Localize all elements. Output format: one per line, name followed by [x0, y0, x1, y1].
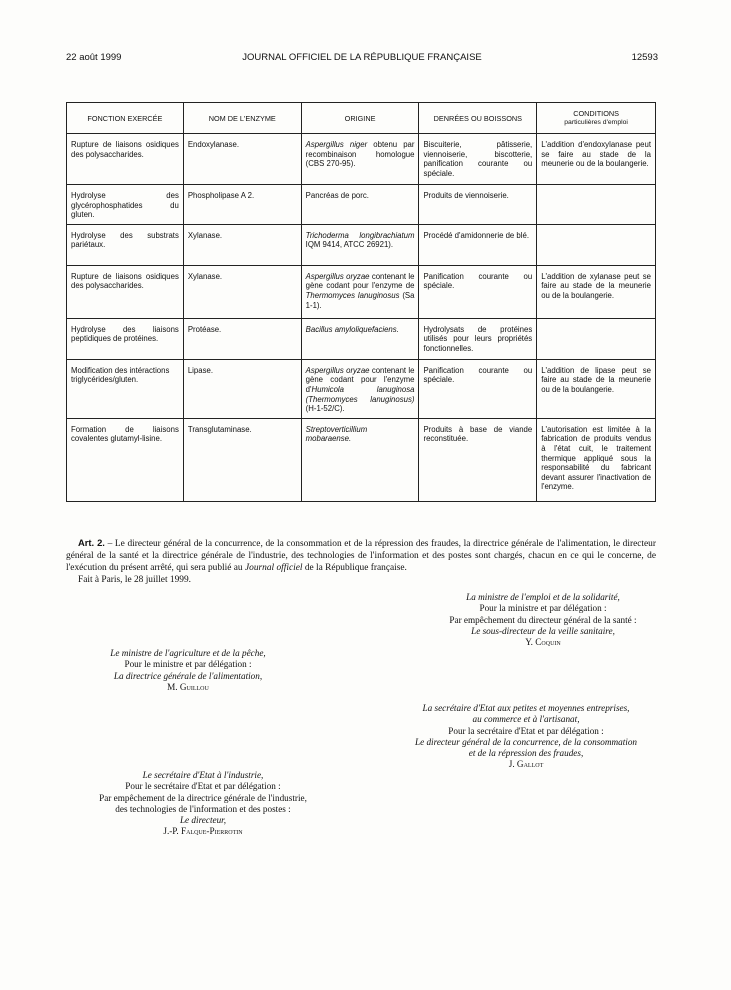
cell-fonction: Modification des intéractions triglycérides/gluten. — [67, 359, 184, 418]
sig-line: Pour le secrétaire d'Etat et par délégation : — [125, 781, 281, 792]
origine-species-2: Thermomyces lanuginosus — [305, 290, 400, 300]
sig-line: Par empêchement du directeur général de la santé : — [449, 614, 637, 625]
cell-denrees: Produits de viennoiserie. — [419, 185, 537, 225]
table-header-row — [67, 103, 656, 134]
article-label: Art. 2. — [78, 537, 105, 548]
table-row — [67, 134, 656, 185]
cell-enzyme: Xylanase. — [183, 265, 301, 318]
cell-fonction: Hydrolyse des substrats pariétaux. — [67, 224, 184, 265]
sig-title-2: au commerce et à l'artisanat, — [472, 714, 580, 725]
origine-text: contenant le gène codant pour l'enzyme de — [305, 271, 415, 291]
cell-denrees: Panification courante ou spéciale. — [419, 359, 537, 418]
signature-pme — [376, 703, 676, 771]
signature-industrie — [43, 770, 363, 838]
origine-text-2: (H-1-52/C). — [305, 404, 345, 414]
cell-fonction: Rupture de liaisons osidiques des polysaccharides. — [67, 134, 184, 185]
origine-species: Bacillus amyloliquefaciens. — [305, 324, 399, 334]
table-row — [67, 224, 656, 265]
cell-enzyme: Protéase. — [183, 318, 301, 359]
signature-agriculture — [68, 648, 308, 693]
cell-fonction: Formation de liaisons covalentes glutamyl-lisine. — [67, 418, 184, 501]
cell-origine — [301, 318, 419, 359]
origine-species: Streptoverticillium mobaraense. — [305, 424, 368, 444]
fait-a-paris: Fait à Paris, le 28 juillet 1999. — [78, 575, 192, 585]
sig-title: Le ministre de l'agriculture et de la pêche, — [110, 648, 266, 658]
origine-species: Aspergillus oryzae — [305, 365, 370, 375]
origine-text: contenant le gène codant pour l'enzyme d' — [305, 365, 415, 394]
signature-emploi — [403, 592, 683, 648]
header-origine: ORIGINE — [301, 103, 419, 134]
cell-conditions — [537, 224, 656, 265]
cell-fonction: Hydrolyse des liaisons peptidiques de protéines. — [67, 318, 184, 359]
cell-conditions: L'addition de xylanase peut se faire au stade de la meunerie ou de la boulangerie. — [537, 265, 656, 318]
sig-line: Pour la ministre et par délégation : — [479, 603, 607, 614]
cell-fonction: Hydrolyse des glycérophosphatides du gluten. — [67, 185, 184, 225]
sig-line: Pour le ministre et par délégation : — [124, 659, 252, 670]
origine-species: Trichoderma longibrachiatum — [305, 230, 415, 240]
sig-role: Le directeur général de la concurrence, de la consommation — [414, 736, 638, 747]
table-row — [67, 359, 656, 418]
cell-denrees: Panification courante ou spéciale. — [419, 265, 537, 318]
cell-fonction: Rupture de liaisons osidiques des polysaccharides. — [67, 265, 184, 318]
article-text-1: – Le directeur général de la concurrence, de la consommation et de la répression des fraudes, la directrice générale de l'alimentation, le directeur général de la santé et la directrice générale de l'industrie, des technologies de l'information et des postes sont chargés, chacun en ce qui le concerne, de l'exécution du présent arrêté, qui sera publié au — [66, 539, 656, 574]
origine-text: obtenu par recombinaison homologue (CBS 270-95). — [305, 140, 415, 169]
header-conditions-subtitle: particulières d'emploi — [564, 119, 628, 126]
sig-line: des technologies de l'information et des postes : — [115, 803, 291, 814]
table-row — [67, 318, 656, 359]
origine-text: IQM 9414, ATCC 26921). — [305, 240, 394, 250]
header-denrees: DENRÉES OU BOISSONS — [419, 103, 537, 134]
origine-species: Aspergillus niger — [305, 140, 368, 149]
cell-conditions: L'addition d'endoxylanase peut se faire au stade de la meunerie ou de la boulangerie. — [537, 134, 656, 185]
cell-enzyme: Endoxylanase. — [183, 134, 301, 185]
cell-conditions — [537, 185, 656, 225]
sig-title: La ministre de l'emploi et de la solidarité, — [466, 592, 620, 602]
sig-title: Le secrétaire d'Etat à l'industrie, — [142, 770, 264, 780]
sig-line: Pour la secrétaire d'Etat et par délégation : — [448, 725, 604, 736]
sig-role: Le directeur, — [179, 815, 227, 826]
table-row — [67, 418, 656, 501]
cell-denrees: Procédé d'amidonnerie de blé. — [419, 224, 537, 265]
article-journal-ref: Journal officiel — [244, 563, 303, 574]
sig-title: La secrétaire d'Etat aux petites et moyennes entreprises, — [422, 703, 630, 713]
sig-role: Le sous-directeur de la veille sanitaire, — [471, 625, 615, 636]
sig-role-2: et de la répression des fraudes, — [468, 748, 584, 759]
sig-name: J.-P. Falque-Pierrotin — [163, 826, 243, 837]
article-paragraph — [66, 537, 656, 575]
cell-origine — [301, 224, 419, 265]
cell-origine — [301, 265, 419, 318]
article-text-2: de la République française. — [302, 563, 407, 574]
cell-denrees: Produits à base de viande reconstituée. — [419, 418, 537, 501]
cell-origine — [301, 134, 419, 185]
cell-conditions: L'addition de lipase peut se faire au stade de la meunerie ou de la boulangerie. — [537, 359, 656, 418]
origine-species-2: Humicola lanuginosa (Thermomyces lanuginosus) — [305, 384, 415, 404]
cell-enzyme: Xylanase. — [183, 224, 301, 265]
table-row — [67, 265, 656, 318]
cell-enzyme: Phospholipase A 2. — [183, 185, 301, 225]
sig-name: J. Gallot — [508, 759, 544, 770]
cell-origine — [301, 418, 419, 501]
sig-role: La directrice générale de l'alimentation, — [113, 670, 263, 681]
journal-title: JOURNAL OFFICIEL DE LA RÉPUBLIQUE FRANÇAISE — [242, 52, 482, 63]
header-conditions — [537, 103, 656, 134]
cell-denrees: Hydrolysats de protéines utilisés pour leurs propriétés fonctionnelles. — [419, 318, 537, 359]
cell-conditions — [537, 318, 656, 359]
cell-conditions: L'autorisation est limitée à la fabrication de produits vendus à l'état cuit, le traitement thermique appliqué sous la responsabilité du fabricant devant assurer l'inactivation de l'enzyme. — [537, 418, 656, 501]
origine-text-2: (Sa 1-1). — [305, 290, 415, 310]
sig-name: Y. Coquin — [525, 637, 561, 648]
article-2 — [66, 537, 656, 575]
origine-species: Aspergillus oryzae — [305, 271, 370, 281]
header-enzyme: NOM DE L'ENZYME — [183, 103, 301, 134]
cell-enzyme: Lipase. — [183, 359, 301, 418]
table-row — [67, 185, 656, 225]
cell-origine — [301, 359, 419, 418]
sig-line: Par empêchement de la directrice générale de l'industrie, — [99, 792, 307, 803]
page-header — [66, 52, 658, 68]
sig-name: M. Guillou — [167, 681, 209, 692]
page-number: 12593 — [631, 52, 658, 63]
cell-origine: Pancréas de porc. — [301, 185, 419, 225]
cell-denrees: Biscuiterie, pâtisserie, viennoiserie, biscotterie, panification courante ou spéciale. — [419, 134, 537, 185]
header-conditions-title: CONDITIONS — [573, 109, 620, 118]
header-fonction: FONCTION EXERCÉE — [67, 103, 184, 134]
header-date: 22 août 1999 — [66, 52, 122, 63]
enzyme-table — [66, 102, 656, 502]
cell-enzyme: Transglutaminase. — [183, 418, 301, 501]
